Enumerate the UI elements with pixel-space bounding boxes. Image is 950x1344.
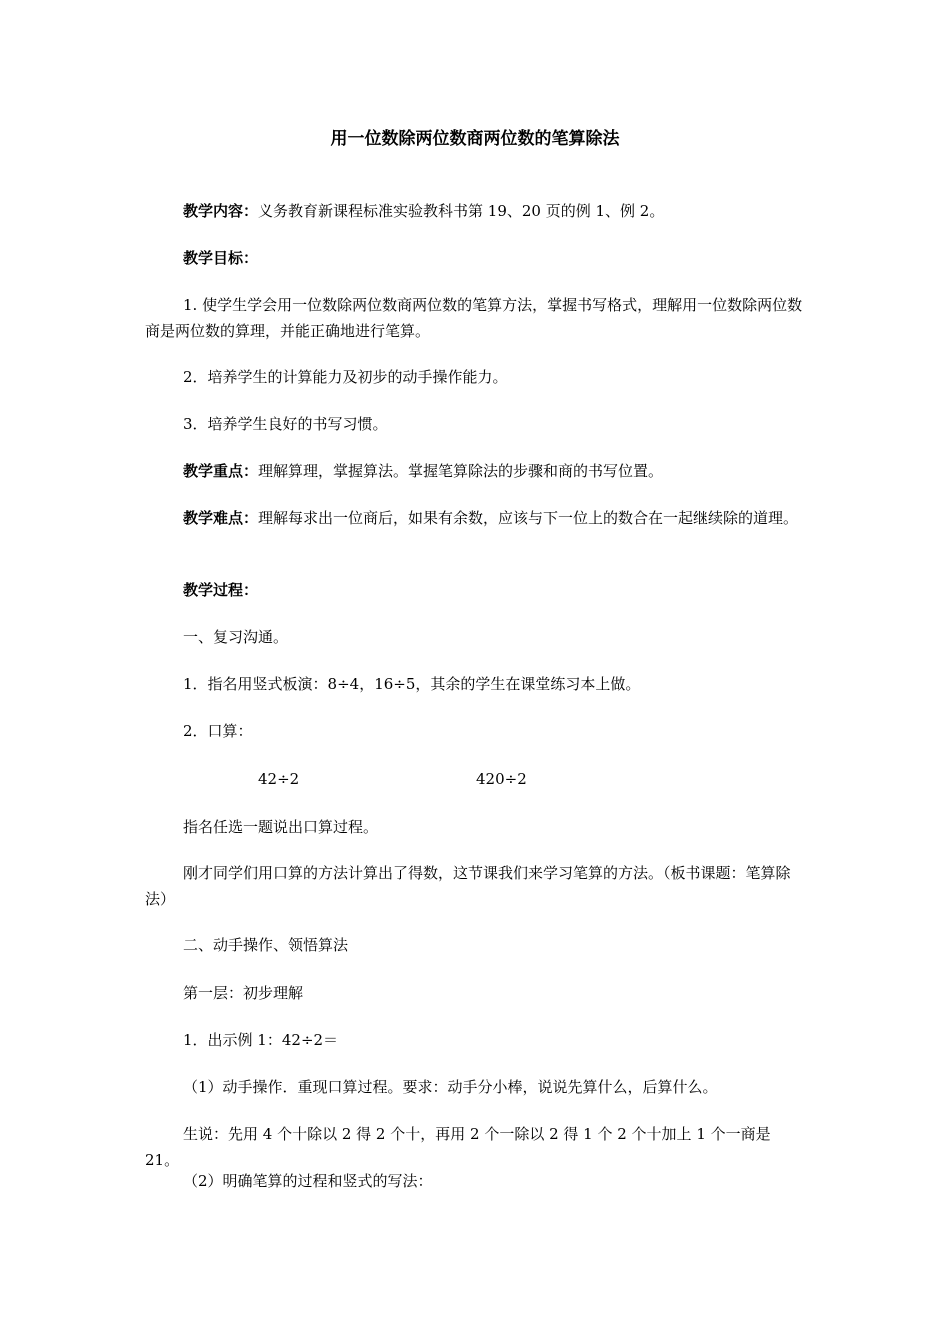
teaching-goals-heading — [145, 245, 809, 271]
student-answer: 生说：先用 4 个十除以 2 得 2 个十，再用 2 个一除以 2 得 1 个 2 个十加上 1 个一商是 21。 — [145, 1125, 771, 1169]
difficulty-text: 理解每求出一位商后，如果有余数，应该与下一位上的数合在一起继续除的道理。 — [258, 509, 799, 527]
section-2-heading: 二、动手操作、领悟算法 — [183, 936, 349, 954]
key-point-label: 教学重点： — [183, 462, 259, 480]
difficulty-label: 教学难点： — [183, 509, 259, 527]
mental-calc-right: 420÷2 — [476, 770, 527, 788]
teaching-content-label: 教学内容： — [183, 202, 259, 220]
example-1: 1．出示例 1：42÷2＝ — [183, 1031, 339, 1049]
review-note-2: 刚才同学们用口算的方法计算出了得数，这节课我们来学习笔算的方法。（板书课题：笔算除法） — [145, 864, 791, 908]
mental-calc-left: 42÷2 — [258, 770, 300, 788]
goal-item-2: 2．培养学生的计算能力及初步的动手操作能力。 — [183, 368, 508, 386]
review-item-2: 2．口算： — [183, 722, 253, 740]
teaching-content-text: 义务教育新课程标准实验教科书第 19、20 页的例 1、例 2。 — [258, 202, 665, 220]
teaching-content — [145, 198, 809, 224]
goal-item-1: 1. 使学生学会用一位数除两位数商两位数的笔算方法，掌握书写格式，理解用一位数除两位数商是两位数的算理，并能正确地进行笔算。 — [145, 296, 803, 340]
teaching-goals-label: 教学目标： — [183, 249, 259, 267]
goal-item-3: 3．培养学生良好的书写习惯。 — [183, 415, 388, 433]
teaching-process-label: 教学过程： — [183, 581, 259, 599]
review-note-1: 指名任选一题说出口算过程。 — [183, 818, 379, 836]
teaching-process-heading — [145, 577, 809, 603]
difficulty — [145, 505, 809, 531]
step-2: （2）明确笔算的过程和竖式的写法： — [183, 1172, 433, 1190]
layer-heading: 第一层：初步理解 — [183, 984, 304, 1002]
key-point — [145, 458, 809, 484]
section-1-heading: 一、复习沟通。 — [183, 628, 289, 646]
step-1: （1）动手操作．重现口算过程。要求：动手分小棒，说说先算什么，后算什么。 — [183, 1078, 718, 1096]
key-point-text: 理解算理，掌握算法。掌握笔算除法的步骤和商的书写位置。 — [258, 462, 664, 480]
page-title: 用一位数除两位数商两位数的笔算除法 — [330, 129, 620, 149]
review-item-1: 1．指名用竖式板演：8÷4，16÷5，其余的学生在课堂练习本上做。 — [183, 675, 641, 693]
